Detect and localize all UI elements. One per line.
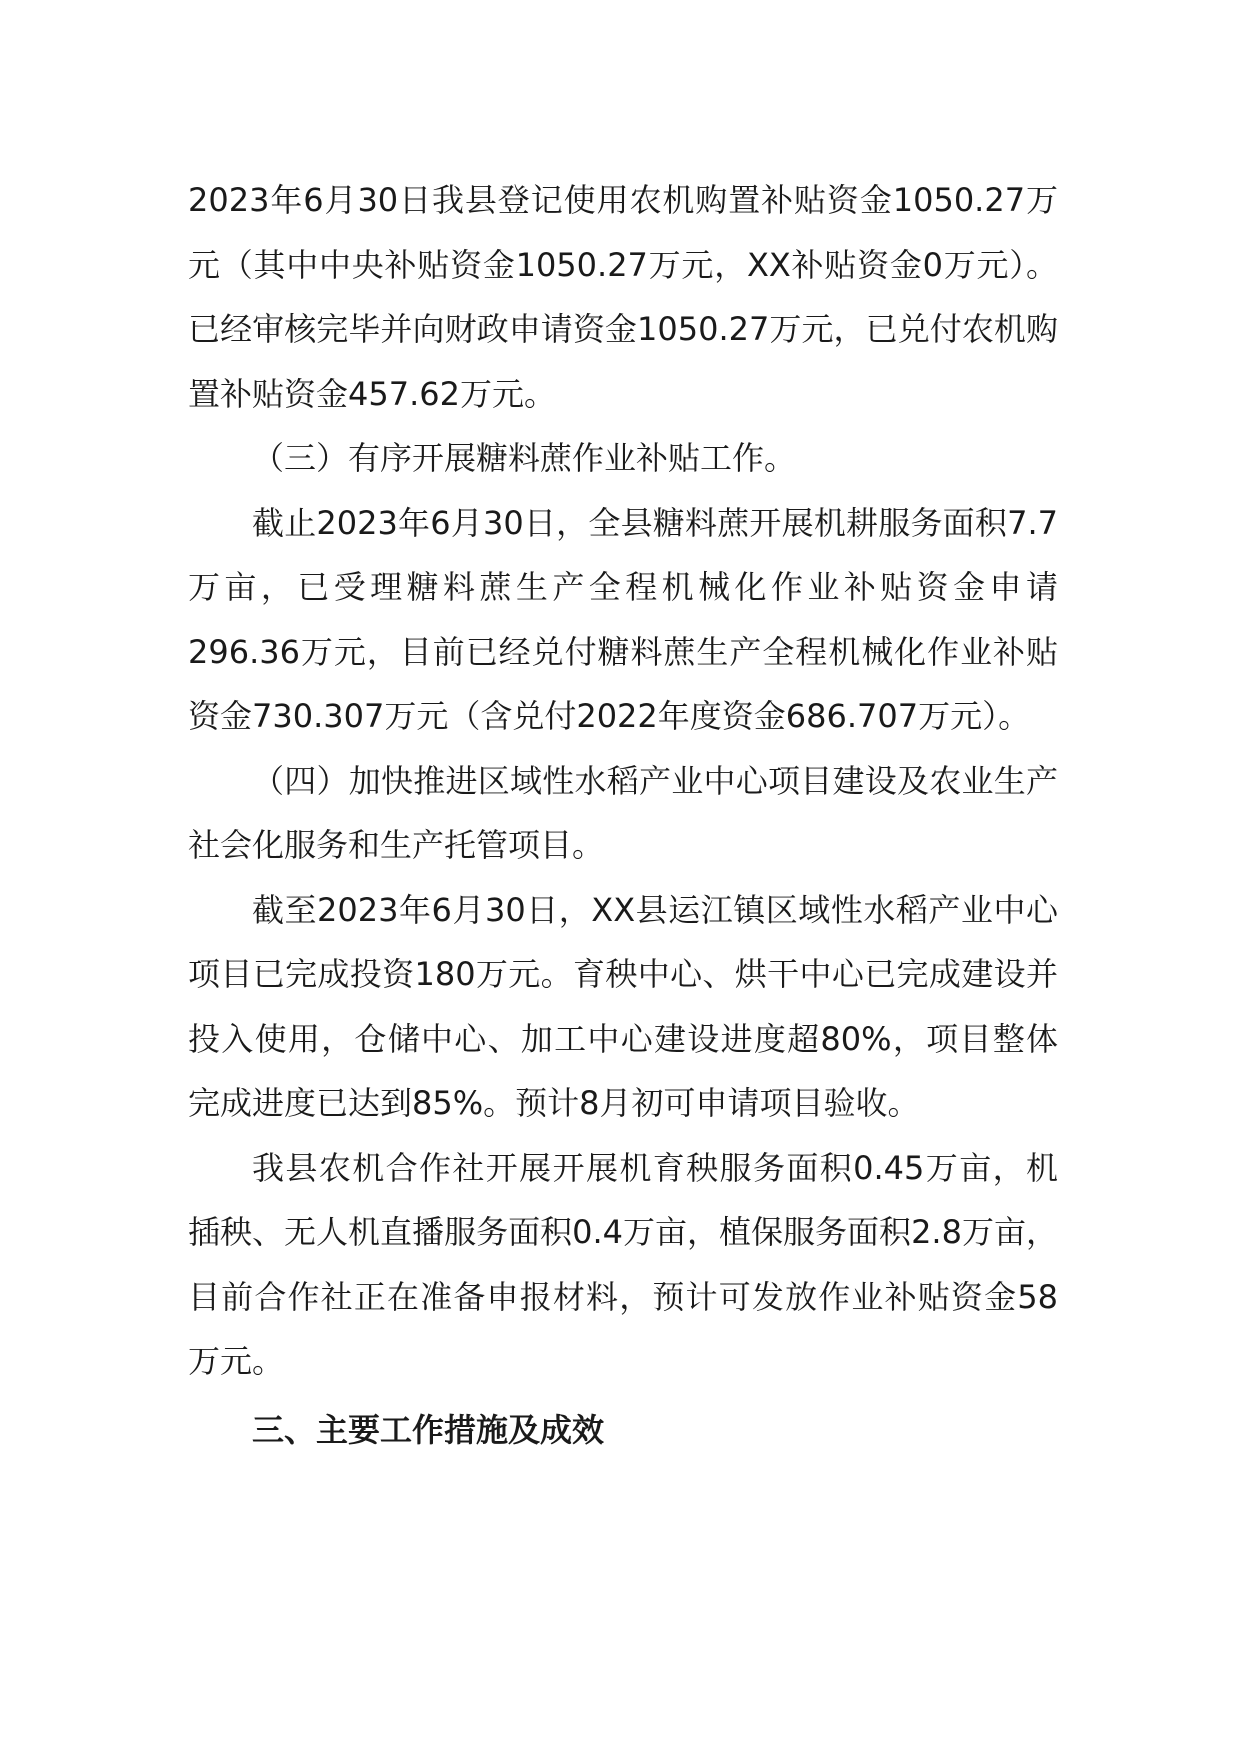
paragraph-sugarcane-subsidy: 截止2023年6月30日，全县糖料蔗开展机耕服务面积7.7万亩，已受理糖料蔗生产全程机械化作业补贴资金申请296.36万元，目前已经兑付糖料蔗生产全程机械化作业补贴资金730.307万元（含兑付2022年度资金686.707万元）。 [188, 503, 1058, 735]
paragraph-rice-industry-center: 截至2023年6月30日，XX县运江镇区域性水稻产业中心项目已完成投资180万元。育秧中心、烘干中心已完成建设并投入使用，仓储中心、加工中心建设进度超80%，项目整体完成进度已达到85%。预计8月初可申请项目验收。 [188, 890, 1058, 1122]
section-heading-main-measures: 三、主要工作措施及成效 [252, 1410, 605, 1449]
subheading-rice-industry-center: （四）加快推进区域性水稻产业中心项目建设及农业生产社会化服务和生产托管项目。 [188, 761, 1058, 864]
document-page [188, 168, 1058, 1462]
paragraph-machinery-subsidy: 2023年6月30日我县登记使用农机购置补贴资金1050.27万元（其中中央补贴资金1050.27万元，XX补贴资金0万元）。已经审核完毕并向财政申请资金1050.27万元，已兑付农机购置补贴资金457.62万元。 [188, 181, 1058, 413]
subheading-sugarcane-subsidy: （三）有序开展糖料蔗作业补贴工作。 [252, 439, 797, 477]
paragraph-cooperative-services: 我县农机合作社开展开展机育秧服务面积0.45万亩，机插秧、无人机直播服务面积0.4万亩，植保服务面积2.8万亩，目前合作社正在准备申报材料，预计可发放作业补贴资金58万元。 [188, 1148, 1058, 1380]
